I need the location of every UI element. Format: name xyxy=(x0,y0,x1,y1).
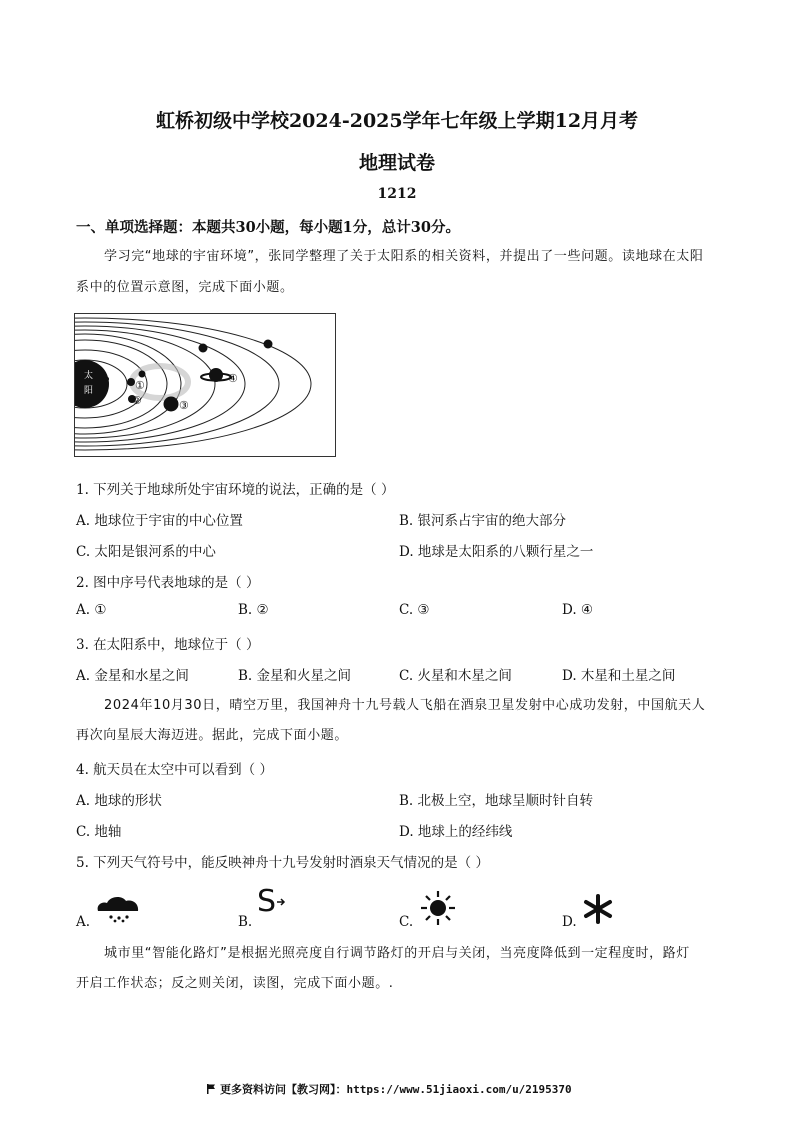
q3-option-b: B. 金星和火星之间 xyxy=(238,668,352,684)
intro-3-line-1: 城市里“智能化路灯”是根据光照亮度自行调节路灯的开启与关闭，当亮度降低到一定程度时，路灯 xyxy=(104,946,690,961)
intro-1-line-1: 学习完“地球的宇宙环境”，张同学整理了关于太阳系的相关资料，并提出了一些问题。读地球在太阳 xyxy=(104,249,704,264)
sun-label-2: 阳 xyxy=(84,386,94,396)
intro-1-line-2: 系中的位置示意图，完成下面小题。 xyxy=(76,280,294,295)
flag-icon xyxy=(206,1084,216,1094)
q2-option-b: B. ② xyxy=(238,602,269,618)
q3-option-c: C. 火星和木星之间 xyxy=(399,668,512,684)
planet-uranus xyxy=(199,344,208,353)
q4-option-d: D. 地球上的经纬线 xyxy=(399,824,513,840)
footer xyxy=(206,1081,572,1097)
sun-label-1: 太 xyxy=(84,371,94,381)
intro-2-line-1: 2024年10月30日，晴空万里，我国神舟十九号载人飞船在酒泉卫星发射中心成功发射，中国航天人 xyxy=(104,698,706,713)
q1-option-a: A. 地球位于宇宙的中心位置 xyxy=(76,513,243,529)
q1-option-c: C. 太阳是银河系的中心 xyxy=(76,544,216,560)
label-3: ③ xyxy=(179,399,189,412)
q2-option-d: D. ④ xyxy=(562,602,594,618)
q5-option-c: C. xyxy=(399,914,414,930)
q5-option-d: D. xyxy=(562,914,577,930)
label-2: ② xyxy=(132,394,142,407)
planet-mercury xyxy=(105,377,109,381)
planet-3 xyxy=(164,397,179,412)
q2-option-c: C. ③ xyxy=(399,602,430,618)
sunny-icon xyxy=(420,890,456,926)
q4-option-c: C. 地轴 xyxy=(76,824,122,840)
q4-option-a: A. 地球的形状 xyxy=(76,793,162,809)
q4-stem: 4. 航天员在太空中可以看到（ ） xyxy=(76,762,273,778)
q4-option-b: B. 北极上空，地球呈顺时针自转 xyxy=(399,793,594,809)
q2-option-a: A. ① xyxy=(76,602,107,618)
q1-stem: 1. 下列关于地球所处宇宙环境的说法，正确的是（ ） xyxy=(76,482,395,498)
section-heading: 一、单项选择题：本题共30小题，每小题1分，总计30分。 xyxy=(76,219,460,236)
planet-1 xyxy=(127,378,135,386)
rain-cloud-icon xyxy=(94,893,142,923)
q3-option-d: D. 木星和土星之间 xyxy=(562,668,676,684)
exam-title: 虹桥初级中学校2024-2025学年七年级上学期12月月考 xyxy=(155,110,639,132)
q3-stem: 3. 在太阳系中，地球位于（ ） xyxy=(76,637,260,653)
q5-option-a: A. xyxy=(76,914,91,930)
q5-option-b: B. xyxy=(238,914,253,930)
footer-link[interactable]: 更多资料访问【教习网】：https://www.51jiaoxi.com/u/2195370 xyxy=(220,1083,572,1096)
solar-system-figure xyxy=(74,313,336,457)
intro-3-line-2: 开启工作状态；反之则关闭，读图，完成下面小题。. xyxy=(76,976,394,991)
planet-mars xyxy=(139,371,146,378)
exam-subtitle: 地理试卷 xyxy=(358,152,435,174)
exam-code: 1212 xyxy=(377,186,417,202)
label-4: ④ xyxy=(228,372,238,385)
sun xyxy=(75,360,109,408)
sandstorm-arrow-icon xyxy=(276,897,286,907)
q1-option-d: D. 地球是太阳系的八颗行星之一 xyxy=(399,544,594,560)
q5-stem: 5. 下列天气符号中，能反映神舟十九号发射时酒泉天气情况的是（ ） xyxy=(76,855,489,871)
sandstorm-symbol: S xyxy=(257,884,277,919)
solar-system-diagram xyxy=(75,314,335,456)
planet-4 xyxy=(209,368,223,382)
intro-2-line-2: 再次向星辰大海迈进。据此，完成下面小题。 xyxy=(76,728,349,743)
planet-neptune xyxy=(264,340,273,349)
orbit-8 xyxy=(75,318,311,450)
q2-stem: 2. 图中序号代表地球的是（ ） xyxy=(76,575,260,591)
label-1: ① xyxy=(135,379,145,392)
q1-option-b: B. 银河系占宇宙的绝大部分 xyxy=(399,513,567,529)
snow-icon xyxy=(582,893,614,925)
q3-option-a: A. 金星和水星之间 xyxy=(76,668,189,684)
